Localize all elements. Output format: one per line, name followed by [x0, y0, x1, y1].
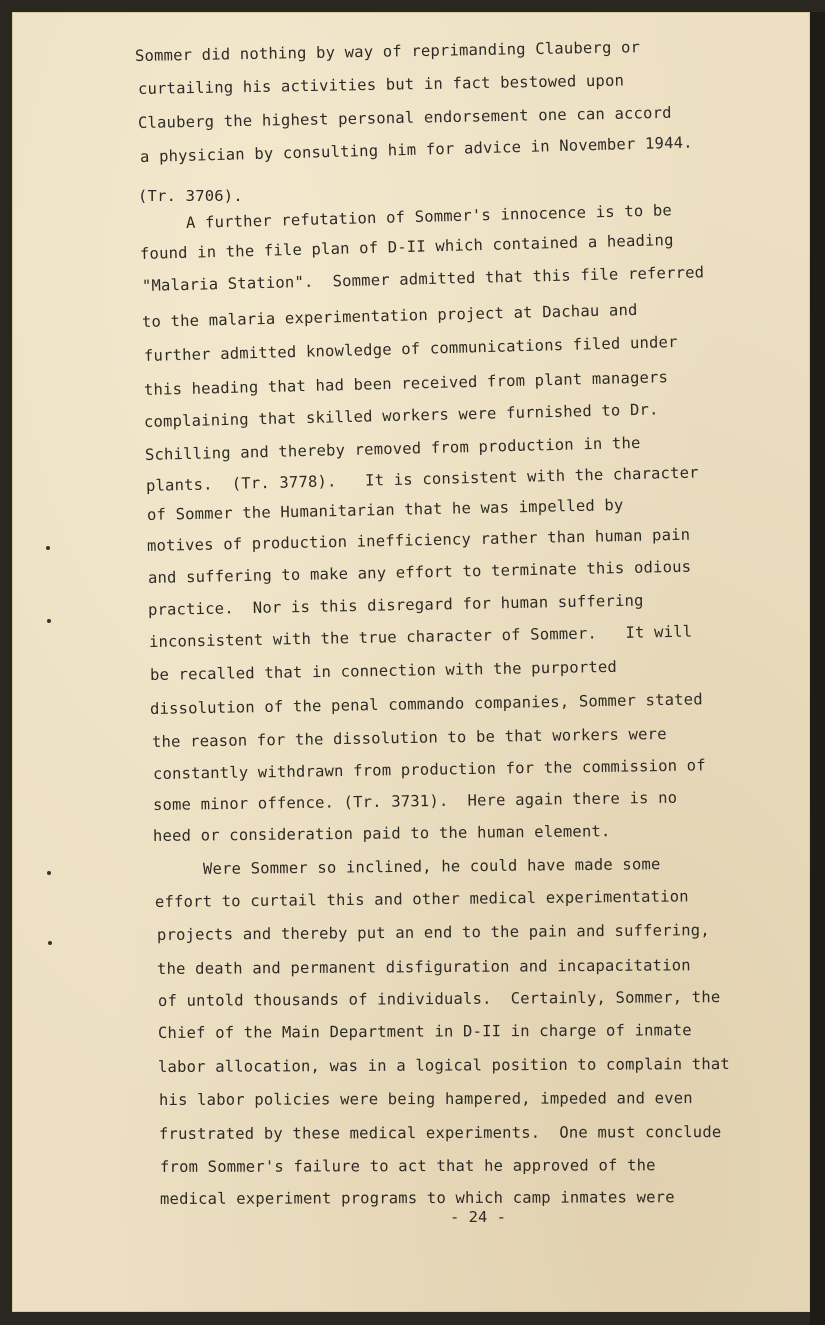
text-line: "Malaria Station". Sommer admitted that this file referred: [141, 263, 705, 295]
page-edge: [810, 12, 825, 1325]
text-line: Chief of the Main Department in D-II in charge of inmate: [157, 1021, 692, 1042]
text-line: some minor offence. (Tr. 3731). Here again there is no: [152, 788, 678, 814]
text-line: Were Sommer so inclined, he could have made some: [202, 855, 661, 878]
text-line: frustrated by these medical experiments. One must conclude: [158, 1123, 722, 1143]
text-line: effort to curtail this and other medical experimentation: [154, 887, 689, 911]
text-line: the death and permanent disfiguration and incapacitation: [156, 956, 691, 978]
margin-mark: [47, 871, 51, 875]
text-line: medical experiment programs to which camp inmates were: [159, 1188, 675, 1208]
text-line: constantly withdrawn from production for the commission of: [152, 756, 706, 783]
margin-mark: [46, 546, 50, 550]
text-line: found in the file plan of D-II which contained a heading: [139, 231, 674, 263]
text-line: (Tr. 3706).: [138, 187, 243, 205]
text-line: Sommer did nothing by way of reprimanding Clauberg or: [134, 38, 641, 65]
text-line: curtailing his activities but in fact bestowed upon: [137, 71, 625, 98]
text-line: plants. (Tr. 3778). It is consistent with the character: [145, 463, 699, 495]
text-line: Clauberg the highest personal endorsement one can accord: [137, 103, 672, 132]
text-line: to the malaria experimentation project at Dachau and: [141, 300, 638, 331]
text-line: his labor policies were being hampered, impeded and even: [158, 1089, 693, 1109]
text-line: a physician by consulting him for advice in November 1944.: [139, 133, 693, 166]
page-number: - 24 -: [450, 1208, 506, 1226]
text-line: the reason for the dissolution to be that workers were: [151, 724, 667, 751]
text-line: motives of production inefficiency rather than human pain: [146, 525, 691, 555]
text-line: heed or consideration paid to the human element.: [152, 822, 611, 845]
text-line: further admitted knowledge of communications filed under: [143, 333, 678, 365]
text-line: be recalled that in connection with the purported: [149, 657, 618, 684]
margin-mark: [48, 941, 52, 945]
text-line: of untold thousands of individuals. Certainly, Sommer, the: [157, 988, 721, 1010]
text-line: projects and thereby put an end to the pain and suffering,: [156, 921, 710, 944]
margin-mark: [47, 619, 51, 623]
text-line: Schilling and thereby removed from production in the: [144, 433, 641, 464]
text-line: complaining that skilled workers were furnished to Dr.: [143, 400, 659, 431]
text-line: A further refutation of Sommer's innocence is to be: [185, 201, 673, 232]
text-line: practice. Nor is this disregard for human suffering: [147, 591, 644, 619]
text-line: dissolution of the penal commando companies, Sommer stated: [149, 690, 703, 718]
text-line: labor allocation, was in a logical position to complain that: [157, 1055, 730, 1076]
text-line: and suffering to make any effort to terminate this odious: [147, 557, 692, 587]
text-line: of Sommer the Humanitarian that he was impelled by: [146, 496, 624, 524]
text-line: inconsistent with the true character of Sommer. It will: [148, 622, 693, 651]
text-line: this heading that had been received from plant managers: [143, 368, 669, 399]
text-line: from Sommer's failure to act that he approved of the: [159, 1156, 656, 1176]
